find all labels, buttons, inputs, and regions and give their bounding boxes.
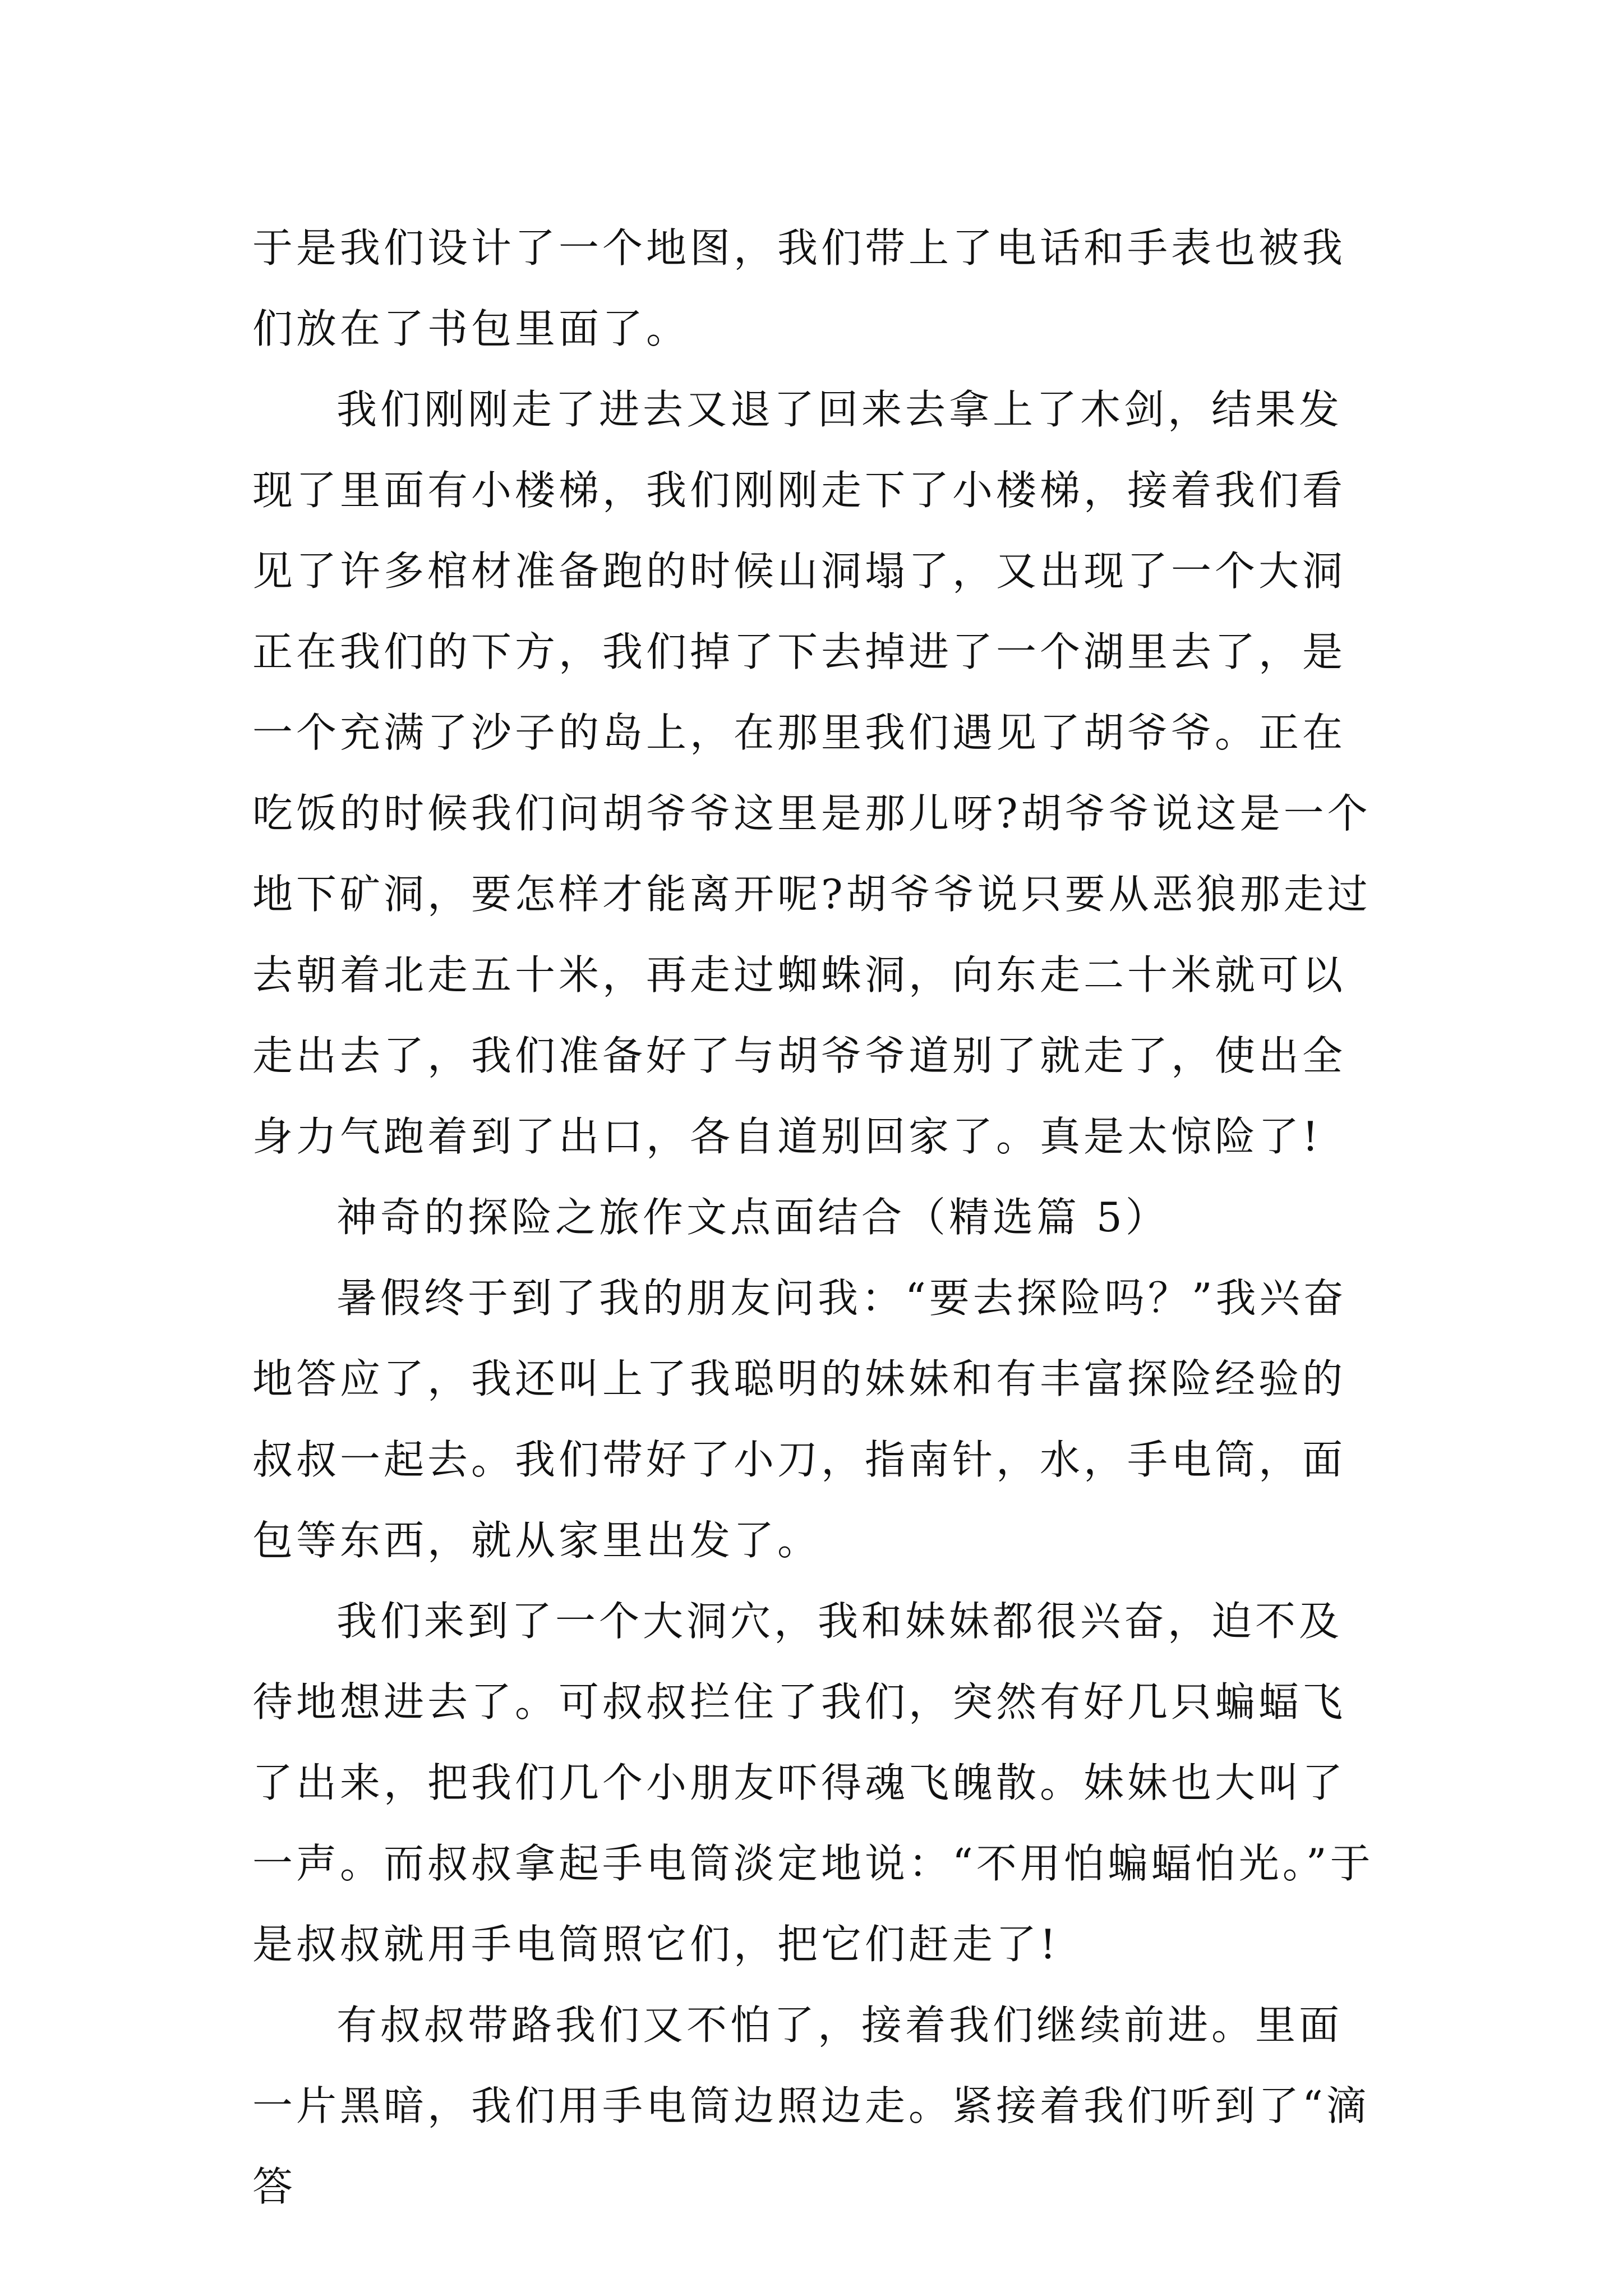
paragraph-3: 暑假终于到了我的朋友问我：“要去探险吗？”我兴奋地答应了，我还叫上了我聪明的妹妹和有丰富探险经验的叔叔一起去。我们带好了小刀，指南针，水，手电筒，面包等东西，就从家里出发了。 <box>252 1274 1347 1564</box>
paragraph-4: 我们来到了一个大洞穴，我和妹妹都很兴奋，迫不及待地想进去了。可叔叔拦住了我们，突然有好几只蝙蝠飞了出来，把我们几个小朋友吓得魂飞魄散。妹妹也大叫了一声。而叔叔拿起手电筒淡定地说：“不用怕蝙蝠怕光。”于是叔叔就用手电筒照它们，把它们赶走了! <box>252 1598 1374 1968</box>
paragraph-2: 我们刚刚走了进去又退了回来去拿上了木剑，结果发现了里面有小楼梯，我们刚刚走下了小楼梯，接着我们看见了许多棺材准备跑的时候山洞塌了，又出现了一个大洞正在我们的下方，我们掉了下去掉进了一个湖里去了，是一个充满了沙子的岛上，在那里我们遇见了胡爷爷。正在吃饭的时候我们问胡爷爷这里是那儿呀?胡爷爷说这是一个地下矿洞，要怎样才能离开呢?胡爷爷说只要从恶狼那走过去朝着北走五十米，再走过蜘蛛洞，向东走二十米就可以走出去了，我们准备好了与胡爷爷道别了就走了，使出全身力气跑着到了出口，各自道别回家了。真是太惊险了! <box>252 386 1371 1160</box>
paragraph-5: 有叔叔带路我们又不怕了，接着我们继续前进。里面一片黑暗，我们用手电筒边照边走。紧接着我们听到了“滴答 <box>252 2001 1370 2210</box>
document-body <box>252 208 1385 2227</box>
section-heading: 神奇的探险之旅作文点面结合（精选篇 5） <box>336 1194 1169 1241</box>
paragraph-1: 于是我们设计了一个地图，我们带上了电话和手表也被我们放在了书包里面了。 <box>252 224 1347 352</box>
